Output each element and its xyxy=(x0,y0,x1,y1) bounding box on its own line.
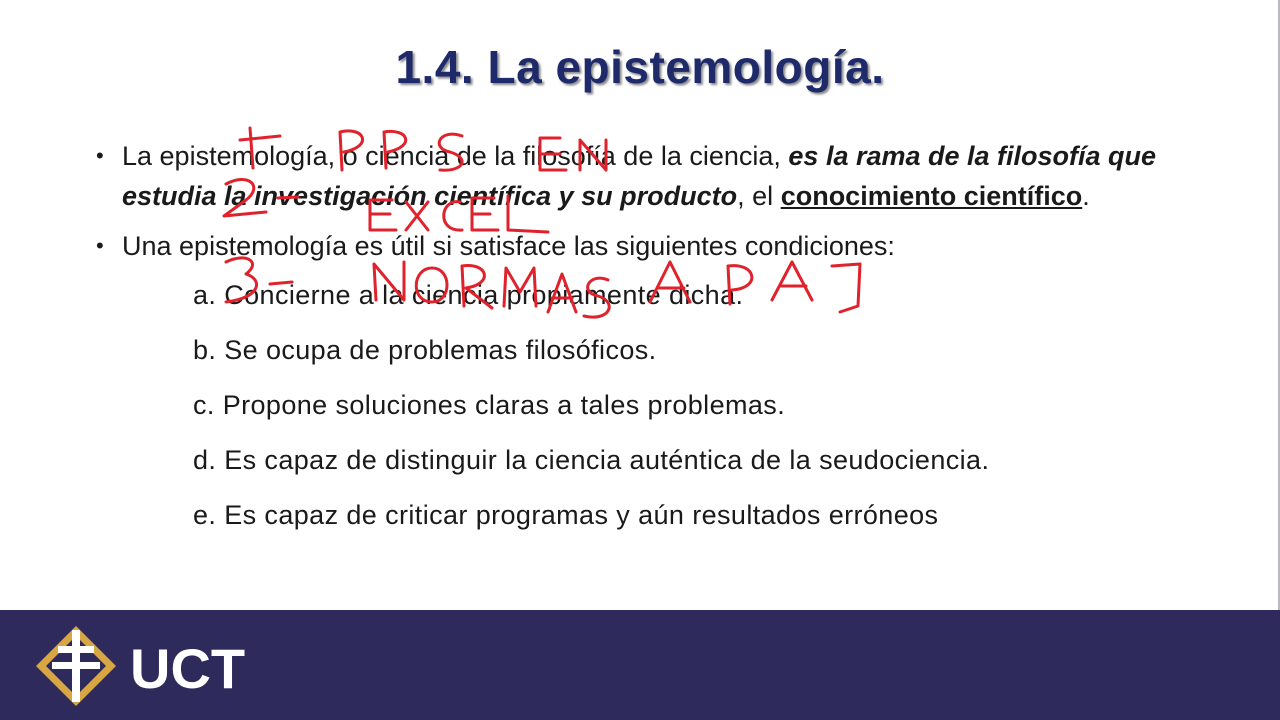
condition-item: a. Concierne a la ciencia propiamente dicha. xyxy=(193,280,744,310)
condition-item: c. Propone soluciones claras a tales problemas. xyxy=(193,390,786,420)
definition-underlined: conocimiento científico xyxy=(780,181,1083,211)
uct-logo xyxy=(30,620,310,712)
slide-body xyxy=(96,136,1176,543)
bullet-conditions-intro xyxy=(96,226,1176,266)
condition-item: e. Es capaz de criticar programas y aún resultados erróneos xyxy=(193,500,939,530)
definition-intro: La epistemología, o ciencia de la filosofía de la ciencia, xyxy=(122,141,789,171)
condition-item: d. Es capaz de distinguir la ciencia auténtica de la seudociencia. xyxy=(193,445,990,475)
cross-emblem-icon xyxy=(36,626,116,706)
definition-connector: , el xyxy=(737,181,781,211)
definition-period: . xyxy=(1082,181,1090,211)
slide-title: 1.4. La epistemología. xyxy=(395,41,885,93)
conditions-list xyxy=(96,268,1176,543)
condition-item: b. Se ocupa de problemas filosóficos. xyxy=(193,335,657,365)
footer-bar xyxy=(0,610,1280,720)
bullet-dot-icon: • xyxy=(96,233,104,258)
logo-text: UCT xyxy=(130,637,246,700)
bullet-definition xyxy=(96,136,1176,216)
bullet-dot-icon: • xyxy=(96,143,104,168)
conditions-intro-text: Una epistemología es útil si satisface las siguientes condiciones: xyxy=(122,231,895,261)
definition-emphasis: es la rama de la filosofía que estudia la investigación científica y su producto xyxy=(122,141,1157,211)
